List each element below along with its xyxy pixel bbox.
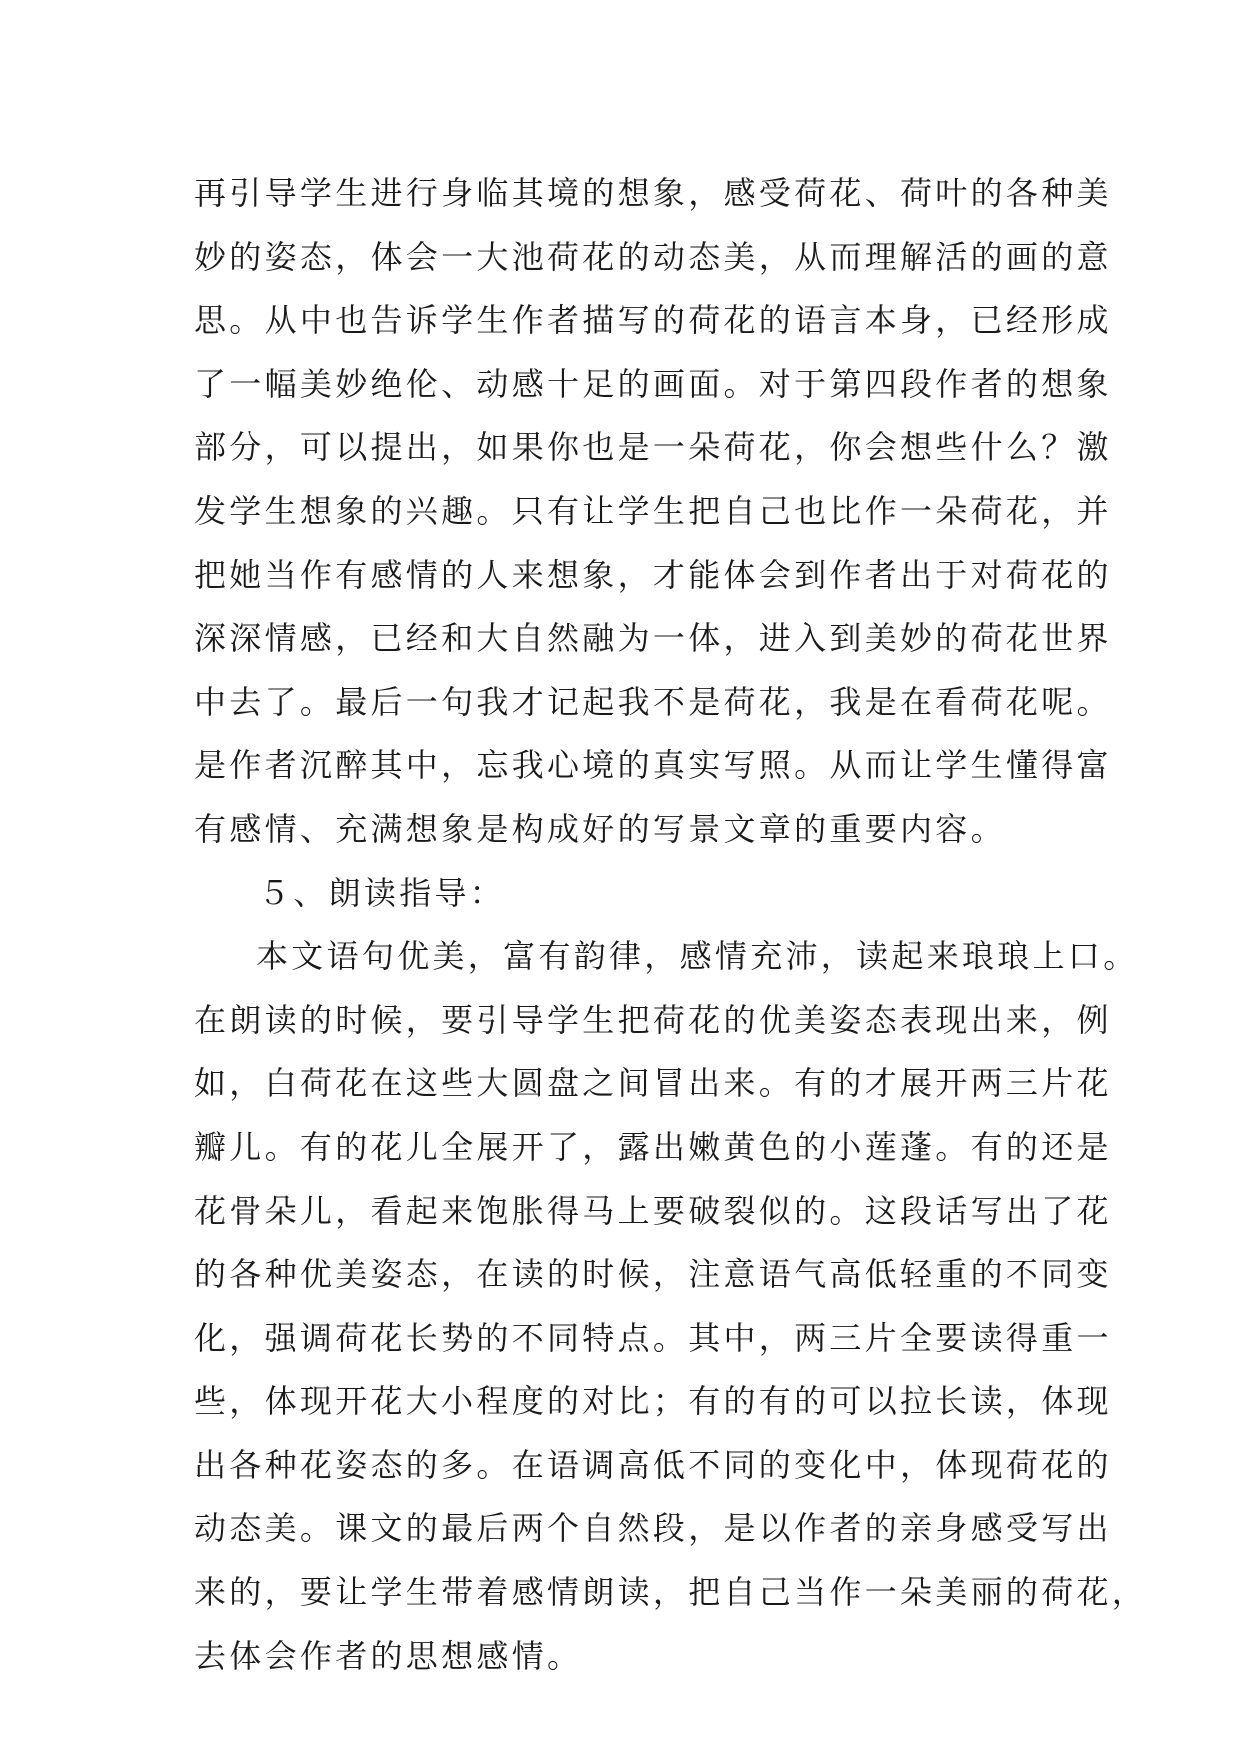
text-line: 了一幅美妙绝伦、动感十足的画面。对于第四段作者的想象: [194, 364, 1112, 403]
text-line: 化，强调荷花长势的不同特点。其中，两三片全要读得重一: [194, 1318, 1112, 1357]
document-body: [194, 162, 1148, 1688]
text-line: 把她当作有感情的人来想象，才能体会到作者出于对荷花的: [194, 555, 1112, 594]
text-line: 出各种花姿态的多。在语调高低不同的变化中，体现荷花的: [194, 1445, 1112, 1484]
section-heading: ５、朗读指导：: [258, 873, 506, 912]
text-line: 些，体现开花大小程度的对比；有的有的可以拉长读，体现: [194, 1382, 1112, 1421]
text-line: 如，白荷花在这些大圆盘之间冒出来。有的才展开两三片花: [194, 1064, 1112, 1103]
text-line: 中去了。最后一句我才记起我不是荷花，我是在看荷花呢。: [194, 682, 1112, 721]
text-line: 来的，要让学生带着感情朗读，把自己当作一朵美丽的荷花，: [194, 1573, 1148, 1612]
text-line: 动态美。课文的最后两个自然段，是以作者的亲身感受写出: [194, 1509, 1112, 1548]
text-line: 有感情、充满想象是构成好的写景文章的重要内容。: [194, 809, 1006, 848]
text-line: 的各种优美姿态，在读的时候，注意语气高低轻重的不同变: [194, 1255, 1112, 1294]
text-line: 本文语句优美，富有韵律，感情充沛，读起来琅琅上口。: [256, 937, 1139, 976]
text-line: 在朗读的时候，要引导学生把荷花的优美姿态表现出来，例: [194, 1000, 1112, 1039]
text-line: 瓣儿。有的花儿全展开了，露出嫩黄色的小莲蓬。有的还是: [194, 1127, 1112, 1166]
text-line: 思。从中也告诉学生作者描写的荷花的语言本身，已经形成: [194, 301, 1112, 340]
text-line: 部分，可以提出，如果你也是一朵荷花，你会想些什么？激: [194, 428, 1112, 467]
text-line: 深深情感，已经和大自然融为一体，进入到美妙的荷花世界: [194, 619, 1112, 658]
text-line: 花骨朵儿，看起来饱胀得马上要破裂似的。这段话写出了花: [194, 1191, 1112, 1230]
text-line: 去体会作者的思想感情。: [194, 1636, 583, 1675]
text-line: 妙的姿态，体会一大池荷花的动态美，从而理解活的画的意: [194, 237, 1112, 276]
text-line: 发学生想象的兴趣。只有让学生把自己也比作一朵荷花，并: [194, 491, 1112, 530]
text-line: 是作者沉醉其中，忘我心境的真实写照。从而让学生懂得富: [194, 746, 1112, 785]
text-line: 再引导学生进行身临其境的想象，感受荷花、荷叶的各种美: [194, 174, 1112, 212]
